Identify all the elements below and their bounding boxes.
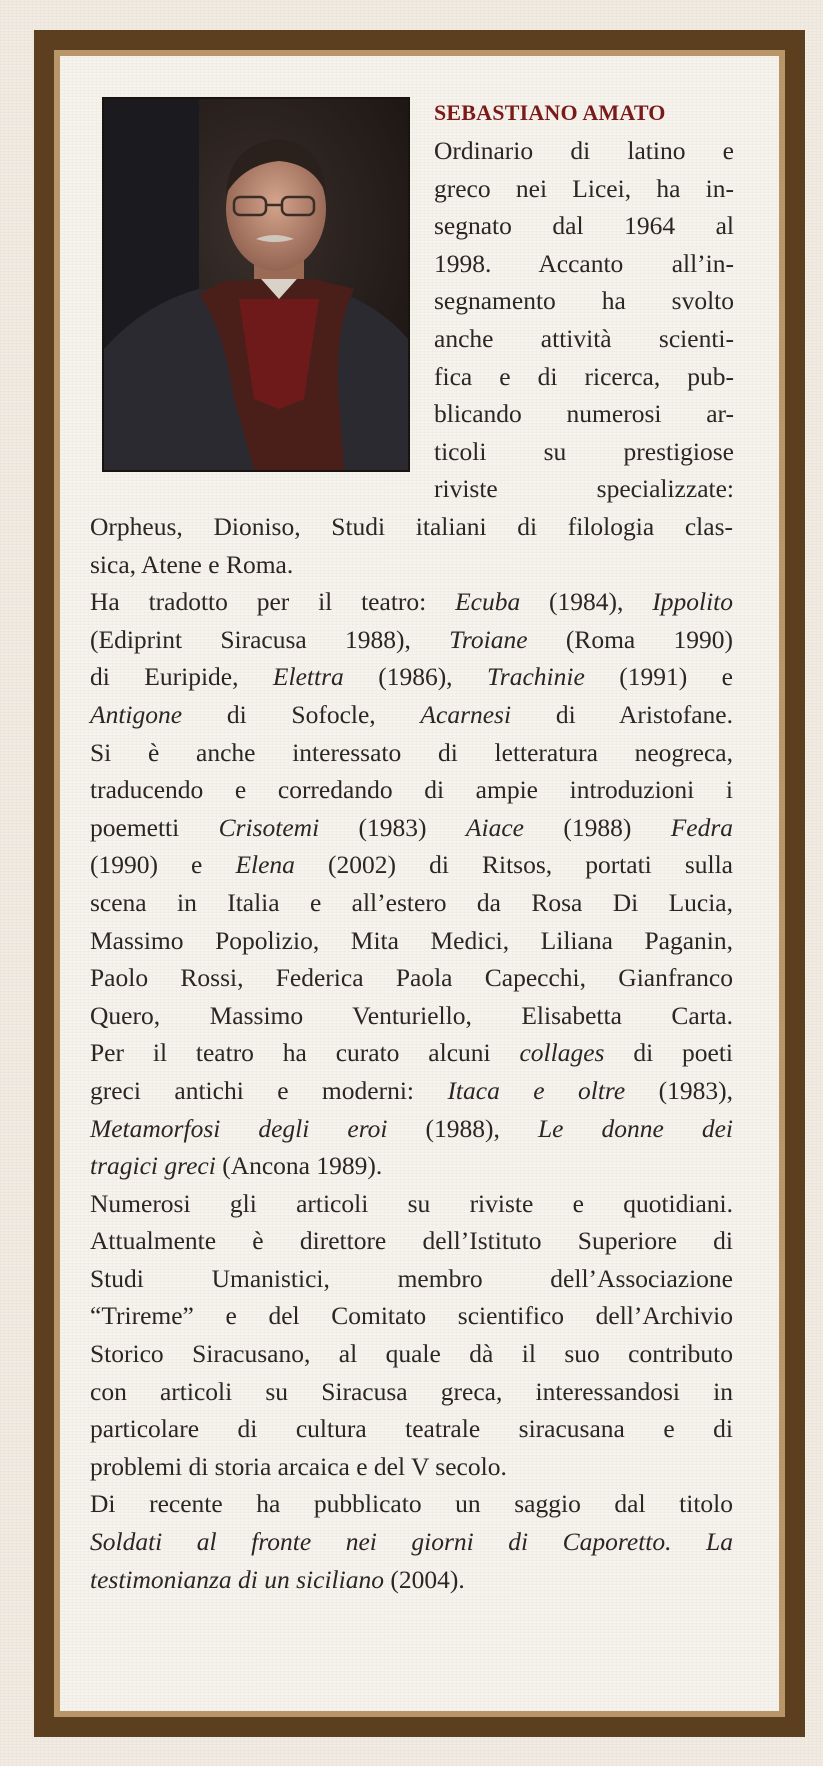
bio-line: Quero, Massimo Venturiello, Elisabetta Carta. xyxy=(90,1000,733,1030)
intro-line: blicando numerosi ar- xyxy=(434,399,734,429)
text-run: (Ancona 1989). xyxy=(215,1151,383,1181)
work-title: Le donne dei xyxy=(537,1113,733,1143)
text-run: (2004). xyxy=(383,1564,465,1594)
bio-line xyxy=(90,696,733,734)
biography-text xyxy=(90,508,733,1598)
intro-line: segnato dal 1964 al xyxy=(434,211,734,241)
bio-line: Attualmente è direttore dell’Istituto Superiore di xyxy=(90,1226,733,1256)
text-run: poemetti xyxy=(90,812,219,842)
author-name: SEBASTIANO AMATO xyxy=(434,100,666,125)
intro-line: 1998. Accanto all’in- xyxy=(434,248,734,278)
work-title: Aiace xyxy=(465,812,524,842)
text-run: Ha tradotto per il teatro: xyxy=(90,587,456,617)
work-title: Itaca e oltre xyxy=(447,1075,626,1105)
bio-line: Studi Umanistici, membro dell’Associazione xyxy=(90,1263,733,1293)
work-title: Ecuba xyxy=(455,587,521,617)
bio-line: scena in Italia e all’estero da Rosa Di Lucia, xyxy=(90,887,733,917)
bio-line xyxy=(90,658,733,696)
bio-line: Paolo Rossi, Federica Paola Capecchi, Gianfranco xyxy=(90,963,733,993)
bio-line: Massimo Popolizio, Mita Medici, Liliana Paganin, xyxy=(90,925,733,955)
work-title: Elena xyxy=(235,850,295,880)
bio-line: sica, Atene e Roma. xyxy=(90,549,294,579)
bio-line xyxy=(90,1523,733,1561)
text-run: di Euripide, xyxy=(90,662,273,692)
text-run: (1986), xyxy=(343,662,488,692)
bio-line: particolare di cultura teatrale siracusana e di xyxy=(90,1414,733,1444)
work-title: Troiane xyxy=(449,624,528,654)
text-run: (1988) xyxy=(523,812,671,842)
text-run: (1991) e xyxy=(584,662,733,692)
bio-line: Numerosi gli articoli su riviste e quotidiani. xyxy=(90,1188,733,1218)
text-run: Per il teatro ha curato alcuni xyxy=(90,1038,520,1068)
text-run: (1983) xyxy=(319,812,466,842)
intro-line: ticoli su prestigiose xyxy=(434,436,734,466)
bio-line: problemi di storia arcaica e del V secolo. xyxy=(90,1451,507,1481)
intro-line: greco nei Licei, ha in- xyxy=(434,173,734,203)
work-title: Elettra xyxy=(272,662,344,692)
text-run: (2002) di Ritsos, portati sulla xyxy=(294,850,733,880)
author-intro-column xyxy=(434,94,734,508)
text-run: (Roma 1990) xyxy=(527,624,733,654)
work-title: Metamorfosi degli eroi xyxy=(90,1113,388,1143)
bio-line: con articoli su Siracusa greca, interessandosi in xyxy=(90,1376,733,1406)
text-run: di Sofocle, xyxy=(182,699,421,729)
work-title: tragici greci xyxy=(90,1151,216,1181)
intro-line: segnamento ha svolto xyxy=(434,286,734,316)
intro-line: anche attività scienti- xyxy=(434,323,734,353)
bio-line: “Trireme” e del Comitato scientifico dell’Archivio xyxy=(90,1301,733,1331)
bio-line xyxy=(90,846,733,884)
portrait-icon xyxy=(104,99,408,470)
bio-line: Si è anche interessato di letteratura neogreca, xyxy=(90,737,733,767)
text-run: greci antichi e moderni: xyxy=(90,1075,448,1105)
work-title: Antigone xyxy=(90,699,183,729)
bio-line xyxy=(90,1147,733,1185)
text-run: di Aristofane. xyxy=(511,699,733,729)
bio-line xyxy=(90,583,733,621)
work-title: Ippolito xyxy=(652,587,733,617)
bio-line xyxy=(90,1034,733,1072)
text-run: (1983), xyxy=(625,1075,733,1105)
work-title: Fedra xyxy=(670,812,734,842)
author-portrait-photo xyxy=(102,97,410,472)
bio-line xyxy=(90,1072,733,1110)
text-run: (1990) e xyxy=(90,850,236,880)
bio-line xyxy=(90,1561,733,1599)
work-title: collages xyxy=(519,1038,605,1068)
work-title: Acarnesi xyxy=(420,699,512,729)
text-run: di poeti xyxy=(604,1038,733,1068)
work-title: Soldati al fronte nei giorni di Caporetto. La xyxy=(90,1527,733,1557)
bio-line xyxy=(90,809,733,847)
bio-line xyxy=(90,621,733,659)
work-title: Trachinie xyxy=(487,662,585,692)
bio-line: Di recente ha pubblicato un saggio dal titolo xyxy=(90,1489,733,1519)
bio-line xyxy=(90,1110,733,1148)
intro-line: riviste specializzate: xyxy=(434,474,734,504)
work-title: Crisotemi xyxy=(218,812,320,842)
intro-line: Ordinario di latino e xyxy=(434,136,734,165)
bio-line: traducendo e corredando di ampie introduzioni i xyxy=(90,775,733,805)
text-run: (1984), xyxy=(520,587,653,617)
bio-line: Orpheus, Dioniso, Studi italiani di filologia clas- xyxy=(90,512,733,541)
work-title: testimonianza di un siciliano xyxy=(90,1564,384,1594)
text-run: (1988), xyxy=(387,1113,538,1143)
intro-line: fica e di ricerca, pub- xyxy=(434,361,734,391)
text-run: (Ediprint Siracusa 1988), xyxy=(90,624,450,654)
bio-line: Storico Siracusano, al quale dà il suo contributo xyxy=(90,1339,733,1369)
